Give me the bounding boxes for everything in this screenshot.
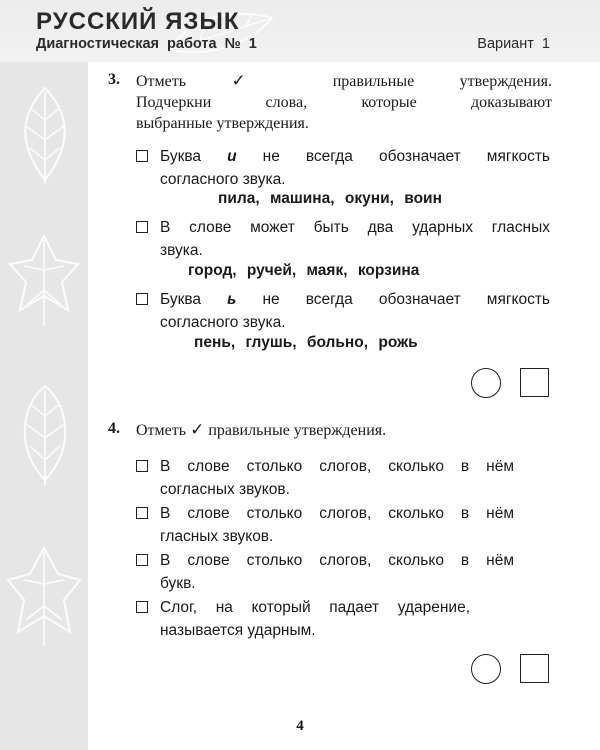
checkbox[interactable] bbox=[136, 293, 148, 305]
checkbox[interactable] bbox=[136, 150, 148, 162]
checkbox[interactable] bbox=[136, 460, 148, 472]
leaf-decoration-icon bbox=[4, 540, 84, 650]
page-number: 4 bbox=[296, 718, 304, 734]
task-3-option-1-words[interactable]: пила, машина, окуни, воин bbox=[218, 190, 442, 207]
leaf-decoration-icon bbox=[6, 80, 84, 190]
task-4-option-3[interactable]: В слове столько слогов, сколько в нём букв. bbox=[136, 549, 514, 595]
variant-label: Вариант 1 bbox=[477, 36, 550, 52]
leaf-decoration-icon bbox=[4, 230, 84, 330]
task-4-option-1[interactable]: В слове столько слогов, сколько в нём согласных звуков. bbox=[136, 455, 514, 501]
checkbox[interactable] bbox=[136, 554, 148, 566]
task-3-option-3-words[interactable]: пень, глушь, больно, рожь bbox=[194, 334, 418, 351]
work-title: Диагностическая работа № 1 bbox=[36, 36, 257, 52]
task-4-option-2[interactable]: В слове столько слогов, сколько в нём гласных звуков. bbox=[136, 502, 514, 548]
leaf-decoration-icon bbox=[8, 380, 82, 490]
task-3-option-3[interactable]: Буква ь не всегда обозначает мягкость согласного звука. bbox=[136, 288, 550, 334]
score-square[interactable] bbox=[520, 368, 549, 397]
task-3-number: 3. bbox=[108, 71, 120, 88]
checkbox[interactable] bbox=[136, 221, 148, 233]
highlighted-letter: ь bbox=[227, 291, 237, 308]
task-3-option-2[interactable]: В слове может быть два ударных гласных звука. bbox=[136, 216, 550, 262]
checkbox[interactable] bbox=[136, 601, 148, 613]
checkmark-icon: ✓ bbox=[190, 420, 205, 440]
checkbox[interactable] bbox=[136, 507, 148, 519]
task-3-line-3: выбранные утверждения. bbox=[136, 115, 309, 132]
score-square[interactable] bbox=[520, 654, 549, 683]
checkmark-icon: ✓ bbox=[231, 71, 288, 91]
task-3-option-1[interactable]: Буква и не всегда обозначает мягкость согласного звука. bbox=[136, 145, 550, 191]
task-3-instruction bbox=[136, 71, 552, 134]
task-4-number: 4. bbox=[108, 420, 120, 437]
score-circle[interactable] bbox=[471, 654, 501, 684]
task-3-option-2-words[interactable]: город, ручей, маяк, корзина bbox=[188, 262, 420, 279]
task-3-line-2: Подчеркни слова, которые доказывают bbox=[136, 94, 552, 111]
subject-title: РУССКИЙ ЯЗЫК bbox=[36, 8, 240, 35]
score-circle[interactable] bbox=[471, 368, 501, 398]
highlighted-letter: и bbox=[227, 148, 237, 165]
task-3-line-1: Отметь ✓ правильные утверждения. bbox=[136, 71, 552, 91]
task-4-option-4[interactable]: Слог, на который падает ударение, называется ударным. bbox=[136, 596, 470, 642]
task-4-instruction: Отметь ✓ правильные утверждения. bbox=[136, 420, 387, 440]
